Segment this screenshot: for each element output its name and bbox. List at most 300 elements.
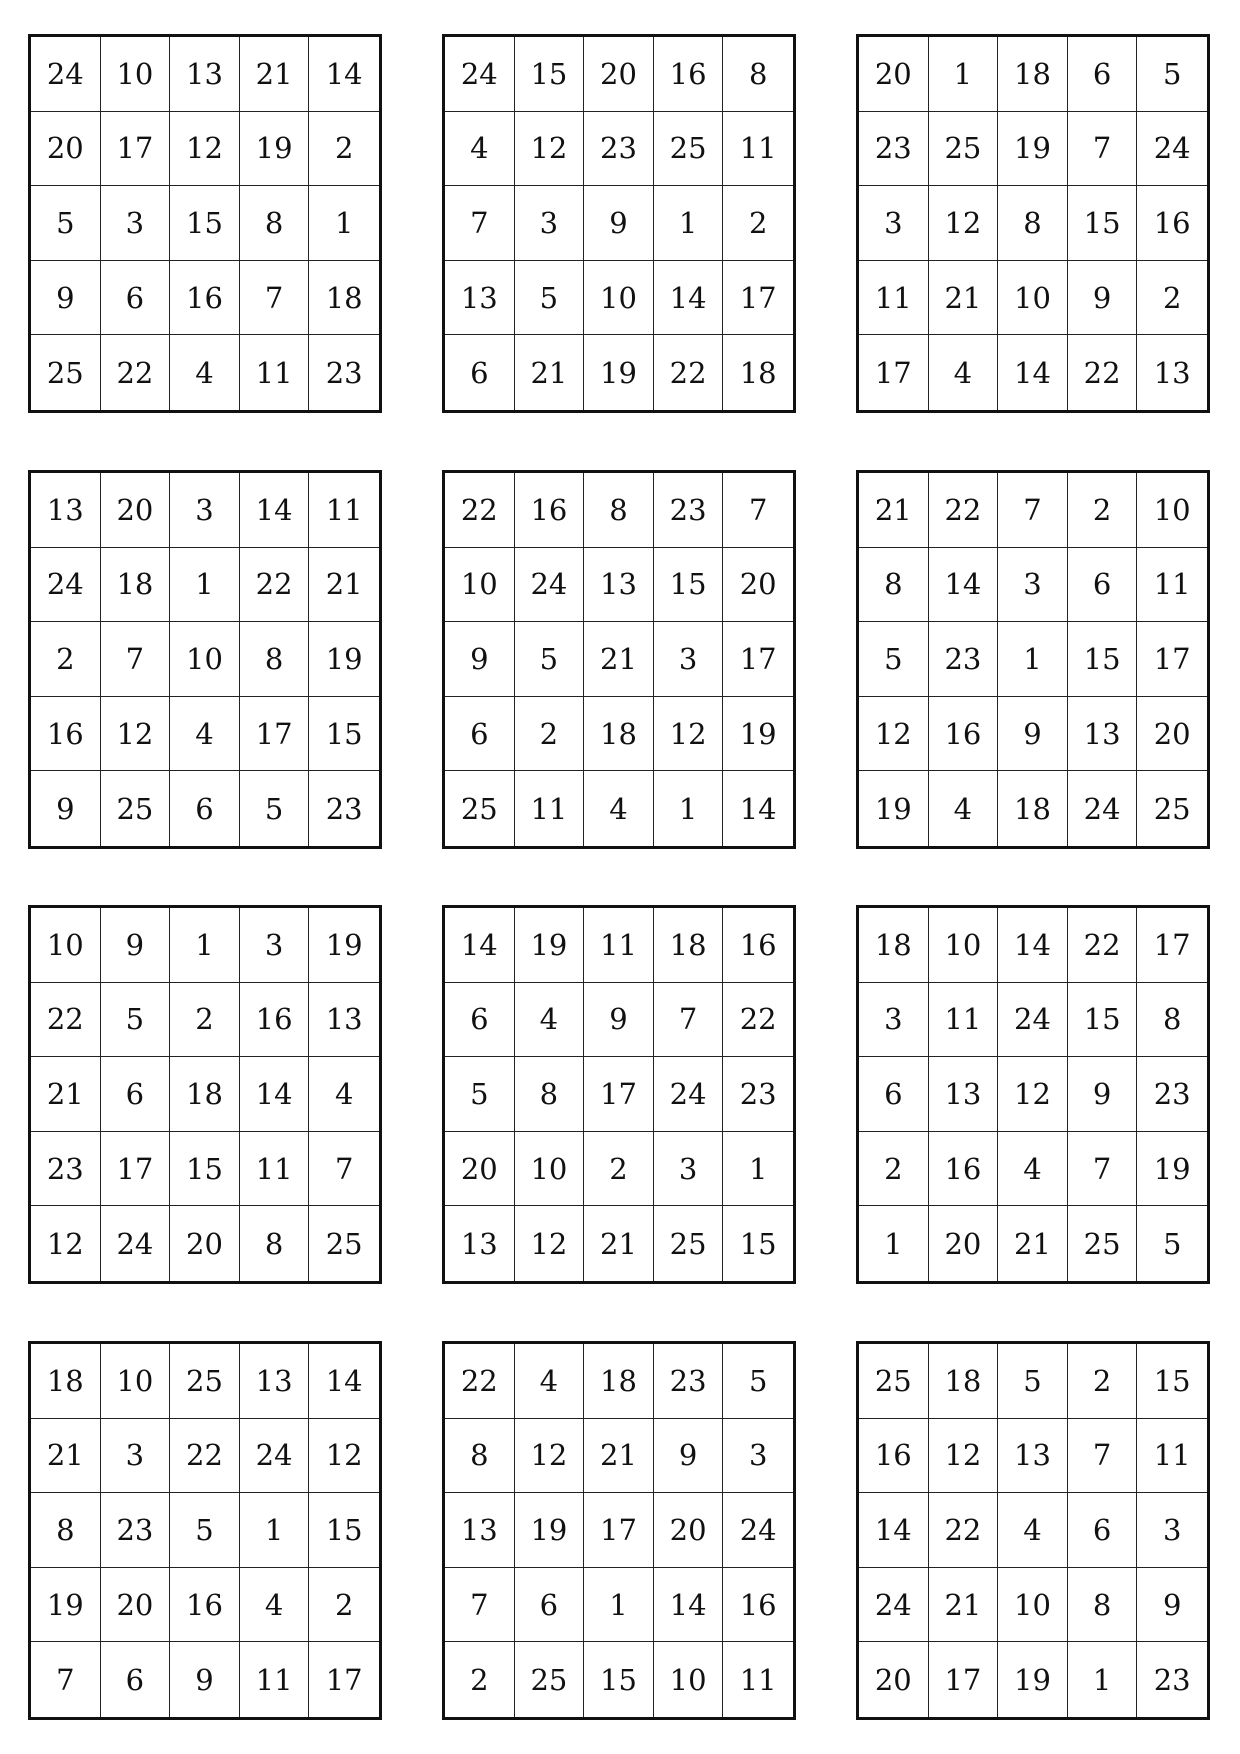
grid-cell[interactable]: 17 xyxy=(929,1642,999,1717)
grid-cell[interactable]: 3 xyxy=(240,908,310,983)
grid-cell[interactable]: 16 xyxy=(929,697,999,772)
grid-cell[interactable]: 21 xyxy=(998,1206,1068,1281)
grid-cell[interactable]: 22 xyxy=(1068,335,1138,410)
grid-cell[interactable]: 14 xyxy=(998,908,1068,983)
grid-cell[interactable]: 7 xyxy=(1068,112,1138,187)
grid-cell[interactable]: 9 xyxy=(1068,261,1138,336)
grid-cell[interactable]: 1 xyxy=(723,1132,793,1207)
grid-cell[interactable]: 6 xyxy=(1068,37,1138,112)
grid-cell[interactable]: 9 xyxy=(170,1642,240,1717)
grid-cell[interactable]: 23 xyxy=(325,355,363,390)
grid-cell[interactable]: 2 xyxy=(309,1568,379,1643)
grid-cell[interactable]: 24 xyxy=(101,1206,171,1281)
grid-cell[interactable]: 4 xyxy=(929,771,999,846)
grid-cell[interactable]: 5 xyxy=(859,622,929,697)
grid-cell[interactable]: 4 xyxy=(998,1493,1068,1568)
grid-cell[interactable]: 8 xyxy=(240,622,310,697)
grid-cell[interactable]: 20 xyxy=(101,1568,171,1643)
grid-cell[interactable]: 14 xyxy=(240,473,310,548)
grid-cell[interactable]: 11 xyxy=(929,983,999,1058)
grid-cell[interactable]: 8 xyxy=(240,1206,310,1281)
grid-cell[interactable]: 19 xyxy=(1137,1132,1207,1207)
grid-cell[interactable]: 21 xyxy=(929,1568,999,1643)
grid-cell[interactable]: 12 xyxy=(101,697,171,772)
grid-cell[interactable]: 2 xyxy=(584,1132,654,1207)
grid-cell[interactable]: 8 xyxy=(1068,1568,1138,1643)
grid-cell[interactable]: 20 xyxy=(654,1493,724,1568)
grid-cell[interactable]: 23 xyxy=(101,1493,171,1568)
grid-cell[interactable]: 12 xyxy=(859,697,929,772)
grid-cell[interactable]: 2 xyxy=(1068,1344,1138,1419)
grid-cell[interactable]: 25 xyxy=(859,1344,929,1419)
grid-cell[interactable]: 1 xyxy=(998,622,1068,697)
grid-cell[interactable]: 5 xyxy=(1162,1226,1182,1261)
grid-cell[interactable]: 4 xyxy=(170,335,240,410)
grid-cell[interactable]: 4 xyxy=(584,771,654,846)
grid-cell[interactable]: 17 xyxy=(325,1662,363,1697)
grid-cell[interactable]: 24 xyxy=(998,983,1068,1058)
grid-cell[interactable]: 17 xyxy=(584,1493,654,1568)
grid-cell[interactable]: 13 xyxy=(929,1057,999,1132)
grid-cell[interactable]: 18 xyxy=(309,261,379,336)
grid-cell[interactable]: 24 xyxy=(515,548,585,623)
grid-cell[interactable]: 18 xyxy=(584,697,654,772)
grid-cell[interactable]: 16 xyxy=(1137,186,1207,261)
grid-cell[interactable]: 18 xyxy=(101,548,171,623)
grid-cell[interactable]: 21 xyxy=(31,1057,101,1132)
grid-cell[interactable]: 22 xyxy=(929,1493,999,1568)
grid-cell[interactable]: 20 xyxy=(929,1206,999,1281)
grid-cell[interactable]: 11 xyxy=(240,1642,310,1717)
grid-cell[interactable]: 7 xyxy=(1068,1419,1138,1494)
grid-cell[interactable]: 10 xyxy=(998,1568,1068,1643)
grid-cell[interactable]: 19 xyxy=(240,112,310,187)
grid-cell[interactable]: 15 xyxy=(309,697,379,772)
grid-cell[interactable]: 11 xyxy=(723,112,793,187)
grid-cell[interactable]: 12 xyxy=(998,1057,1068,1132)
grid-cell[interactable]: 1 xyxy=(654,771,724,846)
grid-cell[interactable]: 9 xyxy=(1068,1057,1138,1132)
grid-cell[interactable]: 5 xyxy=(1137,37,1207,112)
grid-cell[interactable]: 18 xyxy=(31,1344,101,1419)
grid-cell[interactable]: 6 xyxy=(445,983,515,1058)
grid-cell[interactable]: 25 xyxy=(654,112,724,187)
grid-cell[interactable]: 22 xyxy=(1068,908,1138,983)
grid-cell[interactable]: 13 xyxy=(309,983,379,1058)
grid-cell[interactable]: 10 xyxy=(929,908,999,983)
grid-cell[interactable]: 17 xyxy=(240,697,310,772)
grid-cell[interactable]: 6 xyxy=(101,1057,171,1132)
grid-cell[interactable]: 12 xyxy=(309,1419,379,1494)
grid-cell[interactable]: 16 xyxy=(31,697,101,772)
grid-cell[interactable]: 9 xyxy=(1137,1568,1207,1643)
grid-cell[interactable]: 7 xyxy=(723,473,793,548)
grid-cell[interactable]: 19 xyxy=(31,1568,101,1643)
grid-cell[interactable]: 21 xyxy=(859,473,929,548)
grid-cell[interactable]: 10 xyxy=(515,1132,585,1207)
grid-cell[interactable]: 23 xyxy=(654,1344,724,1419)
grid-cell[interactable]: 22 xyxy=(723,983,793,1058)
grid-cell[interactable]: 13 xyxy=(445,261,515,336)
grid-cell[interactable]: 5 xyxy=(170,1493,240,1568)
grid-cell[interactable]: 14 xyxy=(240,1057,310,1132)
grid-cell[interactable]: 1 xyxy=(309,186,379,261)
grid-cell[interactable]: 8 xyxy=(998,186,1068,261)
grid-cell[interactable]: 17 xyxy=(723,261,793,336)
grid-cell[interactable]: 6 xyxy=(515,1568,585,1643)
grid-cell[interactable]: 11 xyxy=(240,335,310,410)
grid-cell[interactable]: 22 xyxy=(445,1344,515,1419)
grid-cell[interactable]: 17 xyxy=(1137,622,1207,697)
grid-cell[interactable]: 23 xyxy=(723,1057,793,1132)
grid-cell[interactable]: 21 xyxy=(584,622,654,697)
grid-cell[interactable]: 21 xyxy=(584,1419,654,1494)
grid-cell[interactable]: 24 xyxy=(859,1568,929,1643)
grid-cell[interactable]: 22 xyxy=(170,1419,240,1494)
grid-cell[interactable]: 13 xyxy=(584,548,654,623)
grid-cell[interactable]: 16 xyxy=(929,1132,999,1207)
grid-cell[interactable]: 19 xyxy=(859,771,929,846)
grid-cell[interactable]: 14 xyxy=(445,908,515,983)
grid-cell[interactable]: 23 xyxy=(654,473,724,548)
grid-cell[interactable]: 1 xyxy=(240,1493,310,1568)
grid-cell[interactable]: 23 xyxy=(859,112,929,187)
grid-cell[interactable]: 9 xyxy=(445,622,515,697)
grid-cell[interactable]: 11 xyxy=(739,1662,777,1697)
grid-cell[interactable]: 12 xyxy=(31,1206,101,1281)
grid-cell[interactable]: 20 xyxy=(584,37,654,112)
grid-cell[interactable]: 23 xyxy=(31,1132,101,1207)
grid-cell[interactable]: 6 xyxy=(101,261,171,336)
grid-cell[interactable]: 18 xyxy=(584,1344,654,1419)
grid-cell[interactable]: 10 xyxy=(1137,473,1207,548)
grid-cell[interactable]: 6 xyxy=(445,697,515,772)
grid-cell[interactable]: 17 xyxy=(1137,908,1207,983)
grid-cell[interactable]: 1 xyxy=(859,1206,929,1281)
grid-cell[interactable]: 15 xyxy=(309,1493,379,1568)
grid-cell[interactable]: 3 xyxy=(723,1419,793,1494)
grid-cell[interactable]: 18 xyxy=(654,908,724,983)
grid-cell[interactable]: 15 xyxy=(1068,983,1138,1058)
grid-cell[interactable]: 18 xyxy=(998,771,1068,846)
grid-cell[interactable]: 19 xyxy=(515,1493,585,1568)
grid-cell[interactable]: 12 xyxy=(515,112,585,187)
grid-cell[interactable]: 24 xyxy=(240,1419,310,1494)
grid-cell[interactable]: 9 xyxy=(584,186,654,261)
grid-cell[interactable]: 17 xyxy=(101,112,171,187)
grid-cell[interactable]: 5 xyxy=(998,1344,1068,1419)
grid-cell[interactable]: 9 xyxy=(998,697,1068,772)
grid-cell[interactable]: 5 xyxy=(31,186,101,261)
grid-cell[interactable]: 14 xyxy=(309,1344,379,1419)
grid-cell[interactable]: 14 xyxy=(309,37,379,112)
grid-cell[interactable]: 23 xyxy=(1137,1057,1207,1132)
grid-cell[interactable]: 11 xyxy=(240,1132,310,1207)
grid-cell[interactable]: 12 xyxy=(929,186,999,261)
grid-cell[interactable]: 21 xyxy=(584,1206,654,1281)
grid-cell[interactable]: 25 xyxy=(445,771,515,846)
grid-cell[interactable]: 16 xyxy=(654,37,724,112)
grid-cell[interactable]: 1 xyxy=(170,548,240,623)
grid-cell[interactable]: 2 xyxy=(1137,261,1207,336)
grid-cell[interactable]: 11 xyxy=(584,908,654,983)
grid-cell[interactable]: 8 xyxy=(584,473,654,548)
grid-cell[interactable]: 15 xyxy=(584,1642,654,1717)
grid-cell[interactable]: 2 xyxy=(515,697,585,772)
grid-cell[interactable]: 23 xyxy=(929,622,999,697)
grid-cell[interactable]: 20 xyxy=(1137,697,1207,772)
grid-cell[interactable]: 22 xyxy=(654,335,724,410)
grid-cell[interactable]: 11 xyxy=(515,771,585,846)
grid-cell[interactable]: 20 xyxy=(445,1132,515,1207)
grid-cell[interactable]: 19 xyxy=(998,112,1068,187)
grid-cell[interactable]: 8 xyxy=(240,186,310,261)
grid-cell[interactable]: 17 xyxy=(101,1132,171,1207)
grid-cell[interactable]: 11 xyxy=(859,261,929,336)
grid-cell[interactable]: 8 xyxy=(859,548,929,623)
grid-cell[interactable]: 10 xyxy=(584,261,654,336)
grid-cell[interactable]: 6 xyxy=(1068,1493,1138,1568)
grid-cell[interactable]: 9 xyxy=(584,983,654,1058)
grid-cell[interactable]: 14 xyxy=(739,791,777,826)
grid-cell[interactable]: 10 xyxy=(445,548,515,623)
grid-cell[interactable]: 12 xyxy=(654,697,724,772)
grid-cell[interactable]: 10 xyxy=(101,1344,171,1419)
grid-cell[interactable]: 19 xyxy=(309,908,379,983)
grid-cell[interactable]: 1 xyxy=(1068,1642,1138,1717)
grid-cell[interactable]: 1 xyxy=(584,1568,654,1643)
grid-cell[interactable]: 8 xyxy=(31,1493,101,1568)
grid-cell[interactable]: 4 xyxy=(309,1057,379,1132)
grid-cell[interactable]: 3 xyxy=(101,186,171,261)
grid-cell[interactable]: 14 xyxy=(859,1493,929,1568)
grid-cell[interactable]: 12 xyxy=(515,1419,585,1494)
grid-cell[interactable]: 3 xyxy=(170,473,240,548)
grid-cell[interactable]: 16 xyxy=(723,1568,793,1643)
grid-cell[interactable]: 17 xyxy=(859,335,929,410)
grid-cell[interactable]: 8 xyxy=(723,37,793,112)
grid-cell[interactable]: 2 xyxy=(859,1132,929,1207)
grid-cell[interactable]: 3 xyxy=(654,1132,724,1207)
grid-cell[interactable]: 4 xyxy=(240,1568,310,1643)
grid-cell[interactable]: 20 xyxy=(723,548,793,623)
grid-cell[interactable]: 25 xyxy=(515,1642,585,1717)
grid-cell[interactable]: 25 xyxy=(101,771,171,846)
grid-cell[interactable]: 7 xyxy=(998,473,1068,548)
grid-cell[interactable]: 6 xyxy=(445,335,515,410)
grid-cell[interactable]: 2 xyxy=(309,112,379,187)
grid-cell[interactable]: 16 xyxy=(170,261,240,336)
grid-cell[interactable]: 7 xyxy=(309,1132,379,1207)
grid-cell[interactable]: 6 xyxy=(1068,548,1138,623)
grid-cell[interactable]: 19 xyxy=(723,697,793,772)
grid-cell[interactable]: 7 xyxy=(445,1568,515,1643)
grid-cell[interactable]: 19 xyxy=(998,1642,1068,1717)
grid-cell[interactable]: 5 xyxy=(445,1057,515,1132)
grid-cell[interactable]: 24 xyxy=(723,1493,793,1568)
grid-cell[interactable]: 16 xyxy=(723,908,793,983)
grid-cell[interactable]: 24 xyxy=(1068,771,1138,846)
grid-cell[interactable]: 15 xyxy=(739,1226,777,1261)
grid-cell[interactable]: 13 xyxy=(445,1206,515,1281)
grid-cell[interactable]: 5 xyxy=(515,261,585,336)
grid-cell[interactable]: 21 xyxy=(309,548,379,623)
grid-cell[interactable]: 21 xyxy=(515,335,585,410)
grid-cell[interactable]: 12 xyxy=(929,1419,999,1494)
grid-cell[interactable]: 7 xyxy=(101,622,171,697)
grid-cell[interactable]: 18 xyxy=(739,355,777,390)
grid-cell[interactable]: 16 xyxy=(859,1419,929,1494)
grid-cell[interactable]: 25 xyxy=(170,1344,240,1419)
grid-cell[interactable]: 10 xyxy=(170,622,240,697)
grid-cell[interactable]: 9 xyxy=(31,261,101,336)
grid-cell[interactable]: 3 xyxy=(859,186,929,261)
grid-cell[interactable]: 13 xyxy=(31,473,101,548)
grid-cell[interactable]: 25 xyxy=(929,112,999,187)
grid-cell[interactable]: 13 xyxy=(445,1493,515,1568)
grid-cell[interactable]: 17 xyxy=(723,622,793,697)
grid-cell[interactable]: 14 xyxy=(654,261,724,336)
grid-cell[interactable]: 25 xyxy=(31,335,101,410)
grid-cell[interactable]: 24 xyxy=(654,1057,724,1132)
grid-cell[interactable]: 9 xyxy=(654,1419,724,1494)
grid-cell[interactable]: 4 xyxy=(515,983,585,1058)
grid-cell[interactable]: 6 xyxy=(170,771,240,846)
grid-cell[interactable]: 22 xyxy=(31,983,101,1058)
grid-cell[interactable]: 1 xyxy=(929,37,999,112)
grid-cell[interactable]: 18 xyxy=(929,1344,999,1419)
grid-cell[interactable]: 3 xyxy=(515,186,585,261)
grid-cell[interactable]: 5 xyxy=(240,771,310,846)
grid-cell[interactable]: 16 xyxy=(240,983,310,1058)
grid-cell[interactable]: 9 xyxy=(31,771,101,846)
grid-cell[interactable]: 20 xyxy=(101,473,171,548)
grid-cell[interactable]: 4 xyxy=(998,1132,1068,1207)
grid-cell[interactable]: 6 xyxy=(859,1057,929,1132)
grid-cell[interactable]: 20 xyxy=(170,1206,240,1281)
grid-cell[interactable]: 3 xyxy=(859,983,929,1058)
grid-cell[interactable]: 4 xyxy=(445,112,515,187)
grid-cell[interactable]: 25 xyxy=(1068,1206,1138,1281)
grid-cell[interactable]: 14 xyxy=(998,335,1068,410)
grid-cell[interactable]: 24 xyxy=(31,37,101,112)
grid-cell[interactable]: 19 xyxy=(515,908,585,983)
grid-cell[interactable]: 1 xyxy=(654,186,724,261)
grid-cell[interactable]: 7 xyxy=(1068,1132,1138,1207)
grid-cell[interactable]: 10 xyxy=(998,261,1068,336)
grid-cell[interactable]: 19 xyxy=(584,335,654,410)
grid-cell[interactable]: 15 xyxy=(1068,622,1138,697)
grid-cell[interactable]: 25 xyxy=(654,1206,724,1281)
grid-cell[interactable]: 2 xyxy=(723,186,793,261)
grid-cell[interactable]: 18 xyxy=(859,908,929,983)
grid-cell[interactable]: 5 xyxy=(723,1344,793,1419)
grid-cell[interactable]: 2 xyxy=(1068,473,1138,548)
grid-cell[interactable]: 10 xyxy=(101,37,171,112)
grid-cell[interactable]: 20 xyxy=(859,37,929,112)
grid-cell[interactable]: 10 xyxy=(31,908,101,983)
grid-cell[interactable]: 21 xyxy=(31,1419,101,1494)
grid-cell[interactable]: 13 xyxy=(240,1344,310,1419)
grid-cell[interactable]: 14 xyxy=(654,1568,724,1643)
grid-cell[interactable]: 14 xyxy=(929,548,999,623)
grid-cell[interactable]: 2 xyxy=(445,1642,515,1717)
grid-cell[interactable]: 3 xyxy=(101,1419,171,1494)
grid-cell[interactable]: 11 xyxy=(1137,1419,1207,1494)
grid-cell[interactable]: 22 xyxy=(240,548,310,623)
grid-cell[interactable]: 11 xyxy=(309,473,379,548)
grid-cell[interactable]: 25 xyxy=(1153,791,1191,826)
grid-cell[interactable]: 23 xyxy=(584,112,654,187)
grid-cell[interactable]: 2 xyxy=(170,983,240,1058)
grid-cell[interactable]: 11 xyxy=(1137,548,1207,623)
grid-cell[interactable]: 20 xyxy=(31,112,101,187)
grid-cell[interactable]: 4 xyxy=(170,697,240,772)
grid-cell[interactable]: 3 xyxy=(1137,1493,1207,1568)
grid-cell[interactable]: 9 xyxy=(101,908,171,983)
grid-cell[interactable]: 25 xyxy=(325,1226,363,1261)
grid-cell[interactable]: 22 xyxy=(101,335,171,410)
grid-cell[interactable]: 4 xyxy=(929,335,999,410)
grid-cell[interactable]: 7 xyxy=(31,1642,101,1717)
grid-cell[interactable]: 8 xyxy=(445,1419,515,1494)
grid-cell[interactable]: 5 xyxy=(101,983,171,1058)
grid-cell[interactable]: 12 xyxy=(515,1206,585,1281)
grid-cell[interactable]: 13 xyxy=(1068,697,1138,772)
grid-cell[interactable]: 6 xyxy=(101,1642,171,1717)
grid-cell[interactable]: 24 xyxy=(31,548,101,623)
grid-cell[interactable]: 3 xyxy=(998,548,1068,623)
grid-cell[interactable]: 1 xyxy=(170,908,240,983)
grid-cell[interactable]: 21 xyxy=(240,37,310,112)
grid-cell[interactable]: 15 xyxy=(170,1132,240,1207)
grid-cell[interactable]: 7 xyxy=(240,261,310,336)
grid-cell[interactable]: 15 xyxy=(1068,186,1138,261)
grid-cell[interactable]: 4 xyxy=(515,1344,585,1419)
grid-cell[interactable]: 16 xyxy=(170,1568,240,1643)
grid-cell[interactable]: 7 xyxy=(654,983,724,1058)
grid-cell[interactable]: 24 xyxy=(445,37,515,112)
grid-cell[interactable]: 5 xyxy=(515,622,585,697)
grid-cell[interactable]: 13 xyxy=(170,37,240,112)
grid-cell[interactable]: 16 xyxy=(515,473,585,548)
grid-cell[interactable]: 8 xyxy=(515,1057,585,1132)
grid-cell[interactable]: 15 xyxy=(1137,1344,1207,1419)
grid-cell[interactable]: 10 xyxy=(654,1642,724,1717)
grid-cell[interactable]: 8 xyxy=(1137,983,1207,1058)
grid-cell[interactable]: 23 xyxy=(325,791,363,826)
grid-cell[interactable]: 15 xyxy=(515,37,585,112)
grid-cell[interactable]: 21 xyxy=(929,261,999,336)
grid-cell[interactable]: 22 xyxy=(929,473,999,548)
grid-cell[interactable]: 19 xyxy=(309,622,379,697)
grid-cell[interactable]: 18 xyxy=(998,37,1068,112)
grid-cell[interactable]: 7 xyxy=(445,186,515,261)
grid-cell[interactable]: 15 xyxy=(654,548,724,623)
grid-cell[interactable]: 17 xyxy=(584,1057,654,1132)
grid-cell[interactable]: 20 xyxy=(859,1642,929,1717)
grid-cell[interactable]: 12 xyxy=(170,112,240,187)
grid-cell[interactable]: 2 xyxy=(31,622,101,697)
grid-cell[interactable]: 24 xyxy=(1137,112,1207,187)
grid-cell[interactable]: 13 xyxy=(1153,355,1191,390)
grid-cell[interactable]: 13 xyxy=(998,1419,1068,1494)
grid-cell[interactable]: 18 xyxy=(170,1057,240,1132)
grid-cell[interactable]: 23 xyxy=(1153,1662,1191,1697)
grid-cell[interactable]: 15 xyxy=(170,186,240,261)
grid-cell[interactable]: 22 xyxy=(445,473,515,548)
grid-cell[interactable]: 3 xyxy=(654,622,724,697)
